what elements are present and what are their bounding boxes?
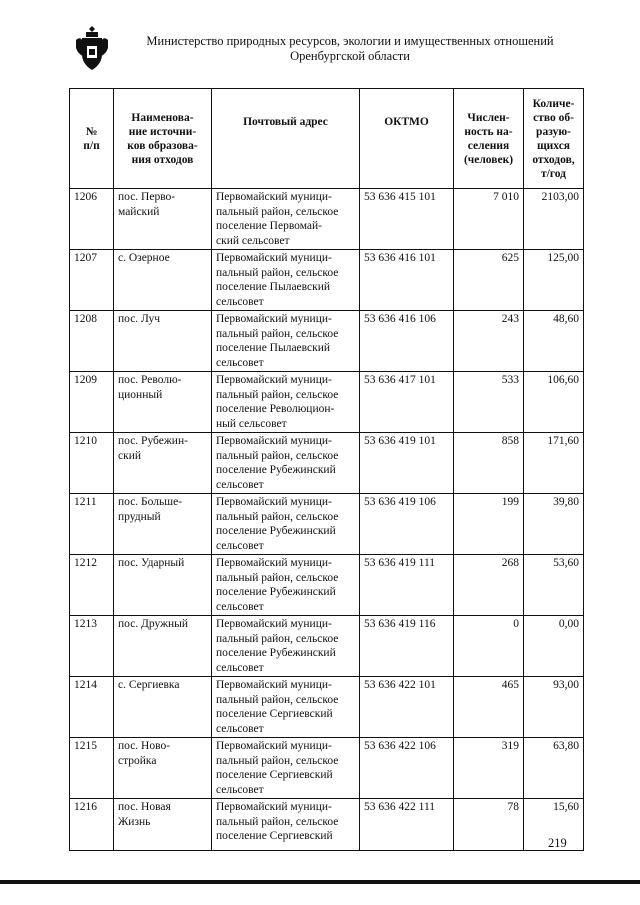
cell-waste: 125,00 <box>524 250 584 311</box>
cell-name: с. Озерное <box>114 250 212 311</box>
cell-name: пос. Перво- майский <box>114 189 212 250</box>
cell-oktmo: 53 636 416 101 <box>360 250 454 311</box>
cell-name: пос. Ударный <box>114 555 212 616</box>
cell-oktmo: 53 636 419 106 <box>360 494 454 555</box>
cell-name: пос. Ново- стройка <box>114 738 212 799</box>
cell-oktmo: 53 636 416 106 <box>360 311 454 372</box>
cell-name: пос. Револю- ционный <box>114 372 212 433</box>
cell-oktmo: 53 636 419 111 <box>360 555 454 616</box>
cell-population: 858 <box>454 433 524 494</box>
cell-num: 1208 <box>70 311 114 372</box>
cell-address: Первомайский муници- пальный район, сельское поселение Сергиевский <box>212 799 360 851</box>
col-header-population: Числен- ность на- селения (человек) <box>454 89 524 189</box>
cell-num: 1210 <box>70 433 114 494</box>
table-row <box>70 311 584 372</box>
cell-address: Первомайский муници- пальный район, сельское поселение Первомай- ский сельсовет <box>212 189 360 250</box>
cell-num: 1212 <box>70 555 114 616</box>
table-row <box>70 372 584 433</box>
cell-name: пос. Новая Жизнь <box>114 799 212 851</box>
cell-num: 1211 <box>70 494 114 555</box>
cell-num: 1214 <box>70 677 114 738</box>
cell-oktmo: 53 636 422 111 <box>360 799 454 851</box>
table-row <box>70 494 584 555</box>
cell-name: с. Сергиевка <box>114 677 212 738</box>
cell-population: 625 <box>454 250 524 311</box>
cell-population: 7 010 <box>454 189 524 250</box>
cell-address: Первомайский муници- пальный район, сельское поселение Пылаевский сельсовет <box>212 250 360 311</box>
table-row <box>70 189 584 250</box>
table-header-row <box>70 89 584 189</box>
col-header-waste: Количе- ство об- разую- щихся отходов, т/год <box>524 89 584 189</box>
cell-name: пос. Больше- прудный <box>114 494 212 555</box>
cell-address: Первомайский муници- пальный район, сельское поселение Рубежинский сельсовет <box>212 616 360 677</box>
cell-waste: 63,80 <box>524 738 584 799</box>
cell-num: 1213 <box>70 616 114 677</box>
cell-num: 1207 <box>70 250 114 311</box>
cell-name: пос. Дружный <box>114 616 212 677</box>
cell-address: Первомайский муници- пальный район, сельское поселение Сергиевский сельсовет <box>212 738 360 799</box>
col-header-address: Почтовый адрес <box>212 89 360 189</box>
cell-population: 199 <box>454 494 524 555</box>
cell-address: Первомайский муници- пальный район, сельское поселение Рубежинский сельсовет <box>212 433 360 494</box>
page-number: 219 <box>548 836 567 850</box>
cell-waste: 39,80 <box>524 494 584 555</box>
cell-oktmo: 53 636 415 101 <box>360 189 454 250</box>
cell-num: 1215 <box>70 738 114 799</box>
table-row <box>70 250 584 311</box>
cell-population: 268 <box>454 555 524 616</box>
cell-population: 465 <box>454 677 524 738</box>
col-header-num: № п/п <box>70 89 114 189</box>
cell-oktmo: 53 636 419 101 <box>360 433 454 494</box>
cell-population: 78 <box>454 799 524 851</box>
col-header-name: Наименова- ние источни- ков образова- ния отходов <box>114 89 212 189</box>
cell-waste: 15,60 <box>524 799 584 851</box>
table-row <box>70 799 584 851</box>
cell-waste: 2103,00 <box>524 189 584 250</box>
cell-num: 1209 <box>70 372 114 433</box>
cell-name: пос. Рубежин- ский <box>114 433 212 494</box>
cell-name: пос. Луч <box>114 311 212 372</box>
cell-oktmo: 53 636 417 101 <box>360 372 454 433</box>
cell-waste: 48,60 <box>524 311 584 372</box>
coat-of-arms-icon <box>74 24 110 72</box>
document-header <box>120 34 580 64</box>
cell-waste: 0,00 <box>524 616 584 677</box>
cell-oktmo: 53 636 422 106 <box>360 738 454 799</box>
cell-address: Первомайский муници- пальный район, сельское поселение Сергиевский сельсовет <box>212 677 360 738</box>
col-header-oktmo: ОКТМО <box>360 89 454 189</box>
ministry-name-line1: Министерство природных ресурсов, экологии и имущественных отношений <box>146 34 554 48</box>
cell-waste: 93,00 <box>524 677 584 738</box>
cell-address: Первомайский муници- пальный район, сельское поселение Пылаевский сельсовет <box>212 311 360 372</box>
cell-address: Первомайский муници- пальный район, сельское поселение Революцион- ный сельсовет <box>212 372 360 433</box>
cell-address: Первомайский муници- пальный район, сельское поселение Рубежинский сельсовет <box>212 494 360 555</box>
table-row <box>70 555 584 616</box>
cell-population: 243 <box>454 311 524 372</box>
ministry-name-line2: Оренбургской области <box>290 49 410 63</box>
footer-rule <box>0 880 640 884</box>
cell-waste: 171,60 <box>524 433 584 494</box>
cell-num: 1216 <box>70 799 114 851</box>
cell-address: Первомайский муници- пальный район, сельское поселение Рубежинский сельсовет <box>212 555 360 616</box>
cell-oktmo: 53 636 419 116 <box>360 616 454 677</box>
cell-population: 319 <box>454 738 524 799</box>
table-row <box>70 616 584 677</box>
table-row <box>70 677 584 738</box>
cell-population: 533 <box>454 372 524 433</box>
table-row <box>70 433 584 494</box>
waste-sources-table <box>69 88 584 851</box>
cell-oktmo: 53 636 422 101 <box>360 677 454 738</box>
cell-waste: 53,60 <box>524 555 584 616</box>
cell-num: 1206 <box>70 189 114 250</box>
cell-population: 0 <box>454 616 524 677</box>
cell-waste: 106,60 <box>524 372 584 433</box>
table-row <box>70 738 584 799</box>
